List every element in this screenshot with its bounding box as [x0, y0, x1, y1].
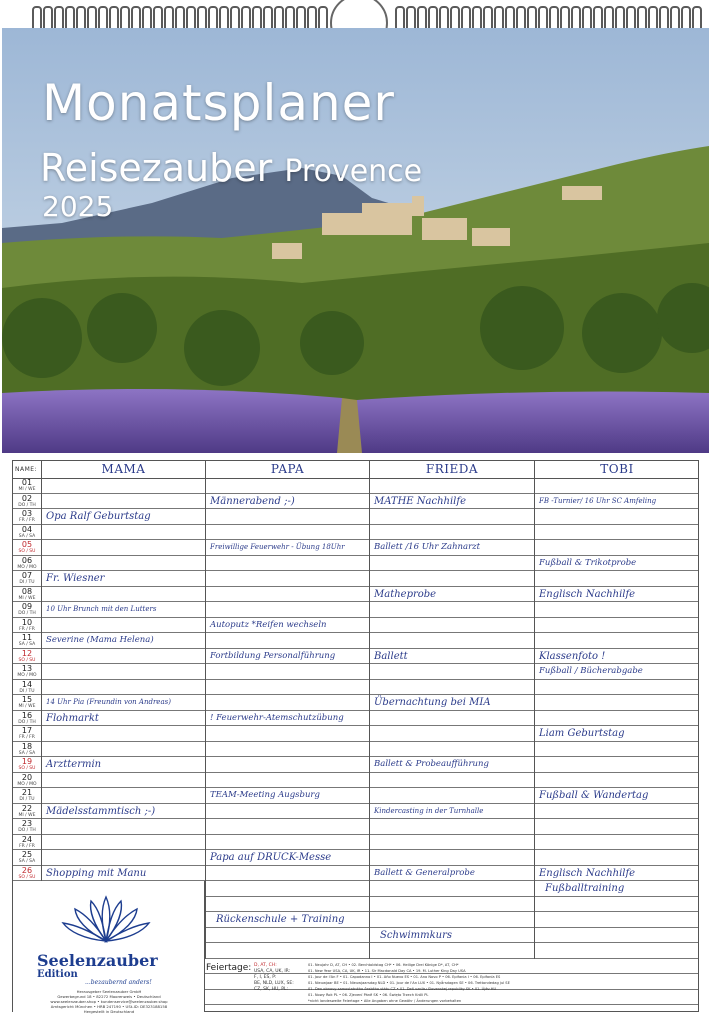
entry-tobi[interactable]: Liam Geburtstag	[539, 728, 625, 739]
entry-frieda[interactable]: Matheprobe	[374, 588, 437, 600]
day-row[interactable]	[13, 866, 698, 882]
day-row[interactable]	[13, 695, 698, 711]
entry-papa[interactable]: Rückenschule + Training	[216, 914, 345, 925]
day-cell	[13, 819, 41, 834]
holiday-country-code: F, I, ES, P:	[254, 974, 277, 980]
weekday-label: DI / TU	[19, 580, 35, 585]
day-number: 05	[21, 540, 33, 549]
entry-mama[interactable]: Opa Ralf Geburtstag	[46, 511, 151, 522]
entry-frieda[interactable]: Kindercasting in der Turnhalle	[374, 806, 484, 815]
day-number: 07	[21, 571, 33, 580]
entry-tobi[interactable]: Fußball / Bücherabgabe	[539, 666, 643, 676]
weekday-label: SA / SA	[18, 642, 36, 647]
day-row[interactable]	[13, 742, 698, 758]
day-cell	[13, 742, 41, 757]
name-label: NAME:	[15, 466, 38, 473]
entry-tobi[interactable]: Englisch Nachhilfe	[539, 867, 636, 879]
entry-papa[interactable]: Autoputz *Reifen wechseln	[210, 619, 327, 630]
column-header-mama: MAMA	[101, 462, 146, 476]
day-row[interactable]	[13, 649, 698, 665]
day-number: 18	[21, 741, 33, 751]
column-header-papa: PAPA	[270, 462, 305, 476]
weekday-label: FR / FR	[19, 518, 35, 523]
holidays-block	[206, 961, 699, 1021]
title-monatsplaner: Monatsplaner	[42, 74, 395, 132]
holiday-line: *nicht landesweite Feiertage • Alle Angaben ohne Gewähr / Änderungen vorbehalten	[308, 998, 462, 1003]
holiday-country-code: CZ, SK, HU, PL:	[254, 986, 289, 992]
day-number: 13	[21, 664, 33, 673]
day-cell	[13, 540, 41, 555]
day-row[interactable]	[13, 773, 698, 789]
weekday-label: SO / SU	[18, 549, 36, 554]
day-row[interactable]	[13, 664, 698, 680]
holiday-line: 01. Neujahr D, AT, CH • 02. Berchtoldstag CH* • 06. Heilige Drei Könige D*, AT, CH*	[308, 962, 459, 967]
day-row[interactable]	[13, 835, 698, 851]
weekday-label: SA / SA	[18, 533, 36, 539]
day-row[interactable]	[13, 478, 698, 494]
day-row[interactable]	[13, 525, 698, 541]
entry-tobi[interactable]: FB -Turnier/ 16 Uhr SC Amfeling	[539, 496, 657, 505]
lotus-icon	[61, 893, 151, 943]
weekday-label: DO / TH	[18, 502, 36, 508]
weekday-label: MI / WE	[18, 812, 36, 818]
day-row[interactable]	[13, 587, 698, 603]
day-cell	[13, 850, 41, 865]
weekday-label: FR / FR	[19, 735, 35, 740]
column-divider	[41, 461, 42, 881]
day-row[interactable]	[13, 618, 698, 634]
day-cell	[13, 726, 41, 741]
day-row[interactable]	[13, 711, 698, 727]
logo-area	[13, 881, 205, 1012]
publisher-line: Hergestellt in Deutschland	[83, 1009, 135, 1014]
logo-edition: Edition	[37, 969, 78, 980]
day-number: 15	[21, 695, 33, 704]
entry-mama[interactable]: 10 Uhr Brunch mit den Lutters	[46, 605, 157, 613]
day-cell	[13, 804, 41, 819]
title-reisezauber: Reisezauber Provence	[40, 146, 423, 190]
day-number: 19	[21, 757, 33, 766]
publisher-line: Gewerbegrund 18 • 82272 Moorenweis • Deutschland	[57, 994, 161, 999]
day-number: 09	[21, 602, 33, 611]
day-number: 03	[21, 509, 33, 518]
weekday-label: MI / WE	[18, 704, 36, 709]
weekday-label: FR / FR	[19, 626, 35, 632]
title-year: 2025	[42, 190, 114, 223]
column-header-tobi: TOBI	[600, 462, 634, 476]
day-cell	[13, 602, 41, 617]
day-row[interactable]	[13, 633, 698, 649]
entry-mama[interactable]: Mädelsstammtisch ;-)	[46, 805, 156, 817]
logo-slogan: ...bezaubernd anders!	[85, 979, 152, 986]
day-cell	[13, 649, 41, 664]
day-cell	[13, 525, 41, 540]
day-number: 12	[21, 648, 33, 658]
entry-tobi[interactable]: Klassenfoto !	[539, 650, 606, 662]
day-number: 08	[21, 586, 33, 596]
weekday-label: MO / MO	[17, 673, 37, 678]
day-number: 06	[21, 555, 33, 565]
day-cell	[13, 587, 41, 602]
day-cell	[13, 478, 41, 493]
day-cell	[13, 773, 41, 788]
day-number: 11	[21, 633, 33, 642]
holiday-country-code: D, AT, CH:	[254, 962, 277, 968]
entry-frieda[interactable]: Ballett /16 Uhr Zahnarzt	[374, 542, 481, 552]
day-cell	[13, 509, 41, 524]
day-row[interactable]	[13, 850, 698, 866]
column-header-frieda: FRIEDA	[425, 462, 479, 476]
day-number: 14	[21, 679, 33, 689]
day-number: 21	[21, 788, 33, 797]
entry-tobi[interactable]: Fußball & Trikotprobe	[539, 557, 637, 568]
day-cell	[13, 664, 41, 679]
entry-frieda[interactable]: Ballett	[374, 650, 408, 662]
day-number: 01	[21, 478, 33, 487]
entry-tobi[interactable]: Fußball & Wandertag	[539, 790, 649, 801]
holiday-line: 01. New Year USA, CA, UK, IR • 11. Sir Macdonald Day CA • 19. M. Luther King Day USA	[308, 968, 466, 973]
day-number: 02	[21, 493, 33, 503]
weekday-label: MI / WE	[18, 487, 36, 492]
day-row[interactable]	[13, 571, 698, 587]
day-number: 26	[21, 865, 33, 875]
planner-grid	[12, 460, 699, 1012]
day-cell	[13, 711, 41, 726]
day-cell	[13, 835, 41, 850]
day-row[interactable]	[13, 726, 698, 742]
logo-wordmark: Seelenzauber	[37, 951, 158, 970]
day-cell	[13, 571, 41, 586]
entry-frieda[interactable]: Ballett & Probeaufführung	[374, 759, 489, 769]
entry-papa[interactable]: Papa auf DRUCK-Messe	[210, 852, 332, 863]
weekday-label: SO / SU	[18, 766, 36, 771]
day-cell	[13, 866, 41, 881]
weekday-label: SO / SU	[18, 874, 36, 880]
entry-frieda[interactable]: Übernachtung bei MIA	[374, 697, 491, 708]
entry-tobi[interactable]: Englisch Nachhilfe	[539, 588, 636, 600]
entry-papa[interactable]: Männerabend ;-)	[210, 495, 295, 507]
entry-mama[interactable]: Severine (Mama Helena)	[46, 635, 154, 645]
day-cell	[13, 556, 41, 571]
holiday-line: 01. Jour de l'An F • 01. Capodanno I • 01. Año Nuevo ES • 01. Ano Novo P • 06. Epifania I • 06. Epifanía ES	[308, 974, 501, 979]
holiday-line: 01. Den obnovy samostatného českého státu CZ • 01. Deň vzniku Slovenskej republiky SK • 01. Újév HU	[308, 986, 497, 991]
weekday-label: MI / WE	[18, 595, 36, 601]
weekday-label: SA / SA	[18, 859, 36, 864]
entry-mama[interactable]: Arzttermin	[46, 759, 102, 770]
day-row[interactable]	[13, 540, 698, 556]
day-row[interactable]	[13, 509, 698, 525]
entry-frieda[interactable]: Schwimmkurs	[380, 929, 453, 941]
weekday-label: DI / TU	[19, 797, 35, 802]
weekday-label: FR / FR	[19, 843, 35, 849]
day-number: 17	[21, 726, 33, 735]
day-row[interactable]	[13, 757, 698, 773]
publisher-info	[19, 989, 199, 1014]
entry-frieda[interactable]: Ballett & Generalprobe	[374, 867, 475, 878]
day-row[interactable]	[13, 788, 698, 804]
holiday-country-code: BE, NLD, LUX, SE:	[254, 980, 294, 986]
day-cell	[13, 633, 41, 648]
day-number: 16	[21, 710, 33, 720]
weekday-label: MO / MO	[17, 564, 37, 570]
day-number: 20	[21, 772, 33, 782]
weekday-label: SO / SU	[18, 657, 36, 663]
entry-frieda[interactable]: MATHE Nachhilfe	[374, 495, 466, 507]
weekday-label: DO / TH	[18, 611, 36, 616]
column-divider	[205, 461, 206, 959]
day-number: 04	[21, 524, 33, 534]
holiday-country-code: USA, CA, UK, IR:	[254, 968, 291, 974]
column-divider	[369, 461, 370, 959]
day-cell	[13, 680, 41, 695]
publisher-line: Amtsgericht München • HRB 247190 • USt-ID: DE323188158	[50, 1004, 168, 1009]
entry-mama[interactable]: 14 Uhr Pia (Freundin von Andreas)	[46, 698, 171, 706]
holiday-line: 01. Nowy Rok PL • 06. Zjevení Páně SK • 06. Święto Trzech Króli PL	[308, 992, 429, 997]
entry-mama[interactable]: Fr. Wiesner	[46, 573, 105, 584]
entry-mama[interactable]: Flohmarkt	[46, 712, 99, 724]
weekday-label: DI / TU	[19, 688, 35, 694]
day-row[interactable]	[13, 602, 698, 618]
day-row[interactable]	[13, 819, 698, 835]
day-number: 24	[21, 834, 33, 844]
day-row[interactable]	[13, 556, 698, 572]
day-number: 22	[21, 803, 33, 813]
day-cell	[13, 494, 41, 509]
entry-tobi[interactable]: Fußballtraining	[545, 883, 625, 894]
publisher-line: Herausgeber Seelenzauber GmbH	[76, 989, 142, 994]
entry-papa[interactable]: Freiwillige Feuerwehr - Übung 18Uhr	[210, 543, 345, 551]
entry-papa[interactable]: ! Feuerwehr-Atemschutzübung	[210, 712, 344, 723]
day-row[interactable]	[13, 494, 698, 510]
day-cell	[13, 788, 41, 803]
day-cell	[13, 618, 41, 633]
weekday-label: SA / SA	[18, 750, 36, 756]
weekday-label: DO / TH	[18, 828, 36, 833]
day-number: 10	[21, 617, 33, 627]
day-number: 23	[21, 819, 33, 828]
day-row[interactable]	[13, 680, 698, 696]
weekday-label: DO / TH	[18, 719, 36, 725]
grid-header	[13, 461, 698, 479]
day-number: 25	[21, 850, 33, 859]
day-row[interactable]	[13, 804, 698, 820]
entry-papa[interactable]: Fortbildung Personalführung	[210, 650, 336, 661]
holidays-label: Feiertage:	[206, 962, 252, 973]
day-cell	[13, 695, 41, 710]
hero-photo-provence	[2, 28, 709, 453]
weekday-label: MO / MO	[17, 781, 37, 787]
entry-mama[interactable]: Shopping mit Manu	[46, 867, 147, 879]
entry-papa[interactable]: TEAM-Meeting Augsburg	[210, 790, 320, 800]
publisher-line: www.seelenzauber.shop • kundenservice@seelenzauber.shop	[50, 999, 168, 1004]
holiday-line: 01. Nieuwjaar BE • 01. Nieuwjaarsdag NLD • 01. Jour de l'An LUX • 01. Nyårsdagen SE • 06. Trettondedag jul SE	[308, 980, 510, 985]
day-cell	[13, 757, 41, 772]
column-divider	[534, 461, 535, 959]
